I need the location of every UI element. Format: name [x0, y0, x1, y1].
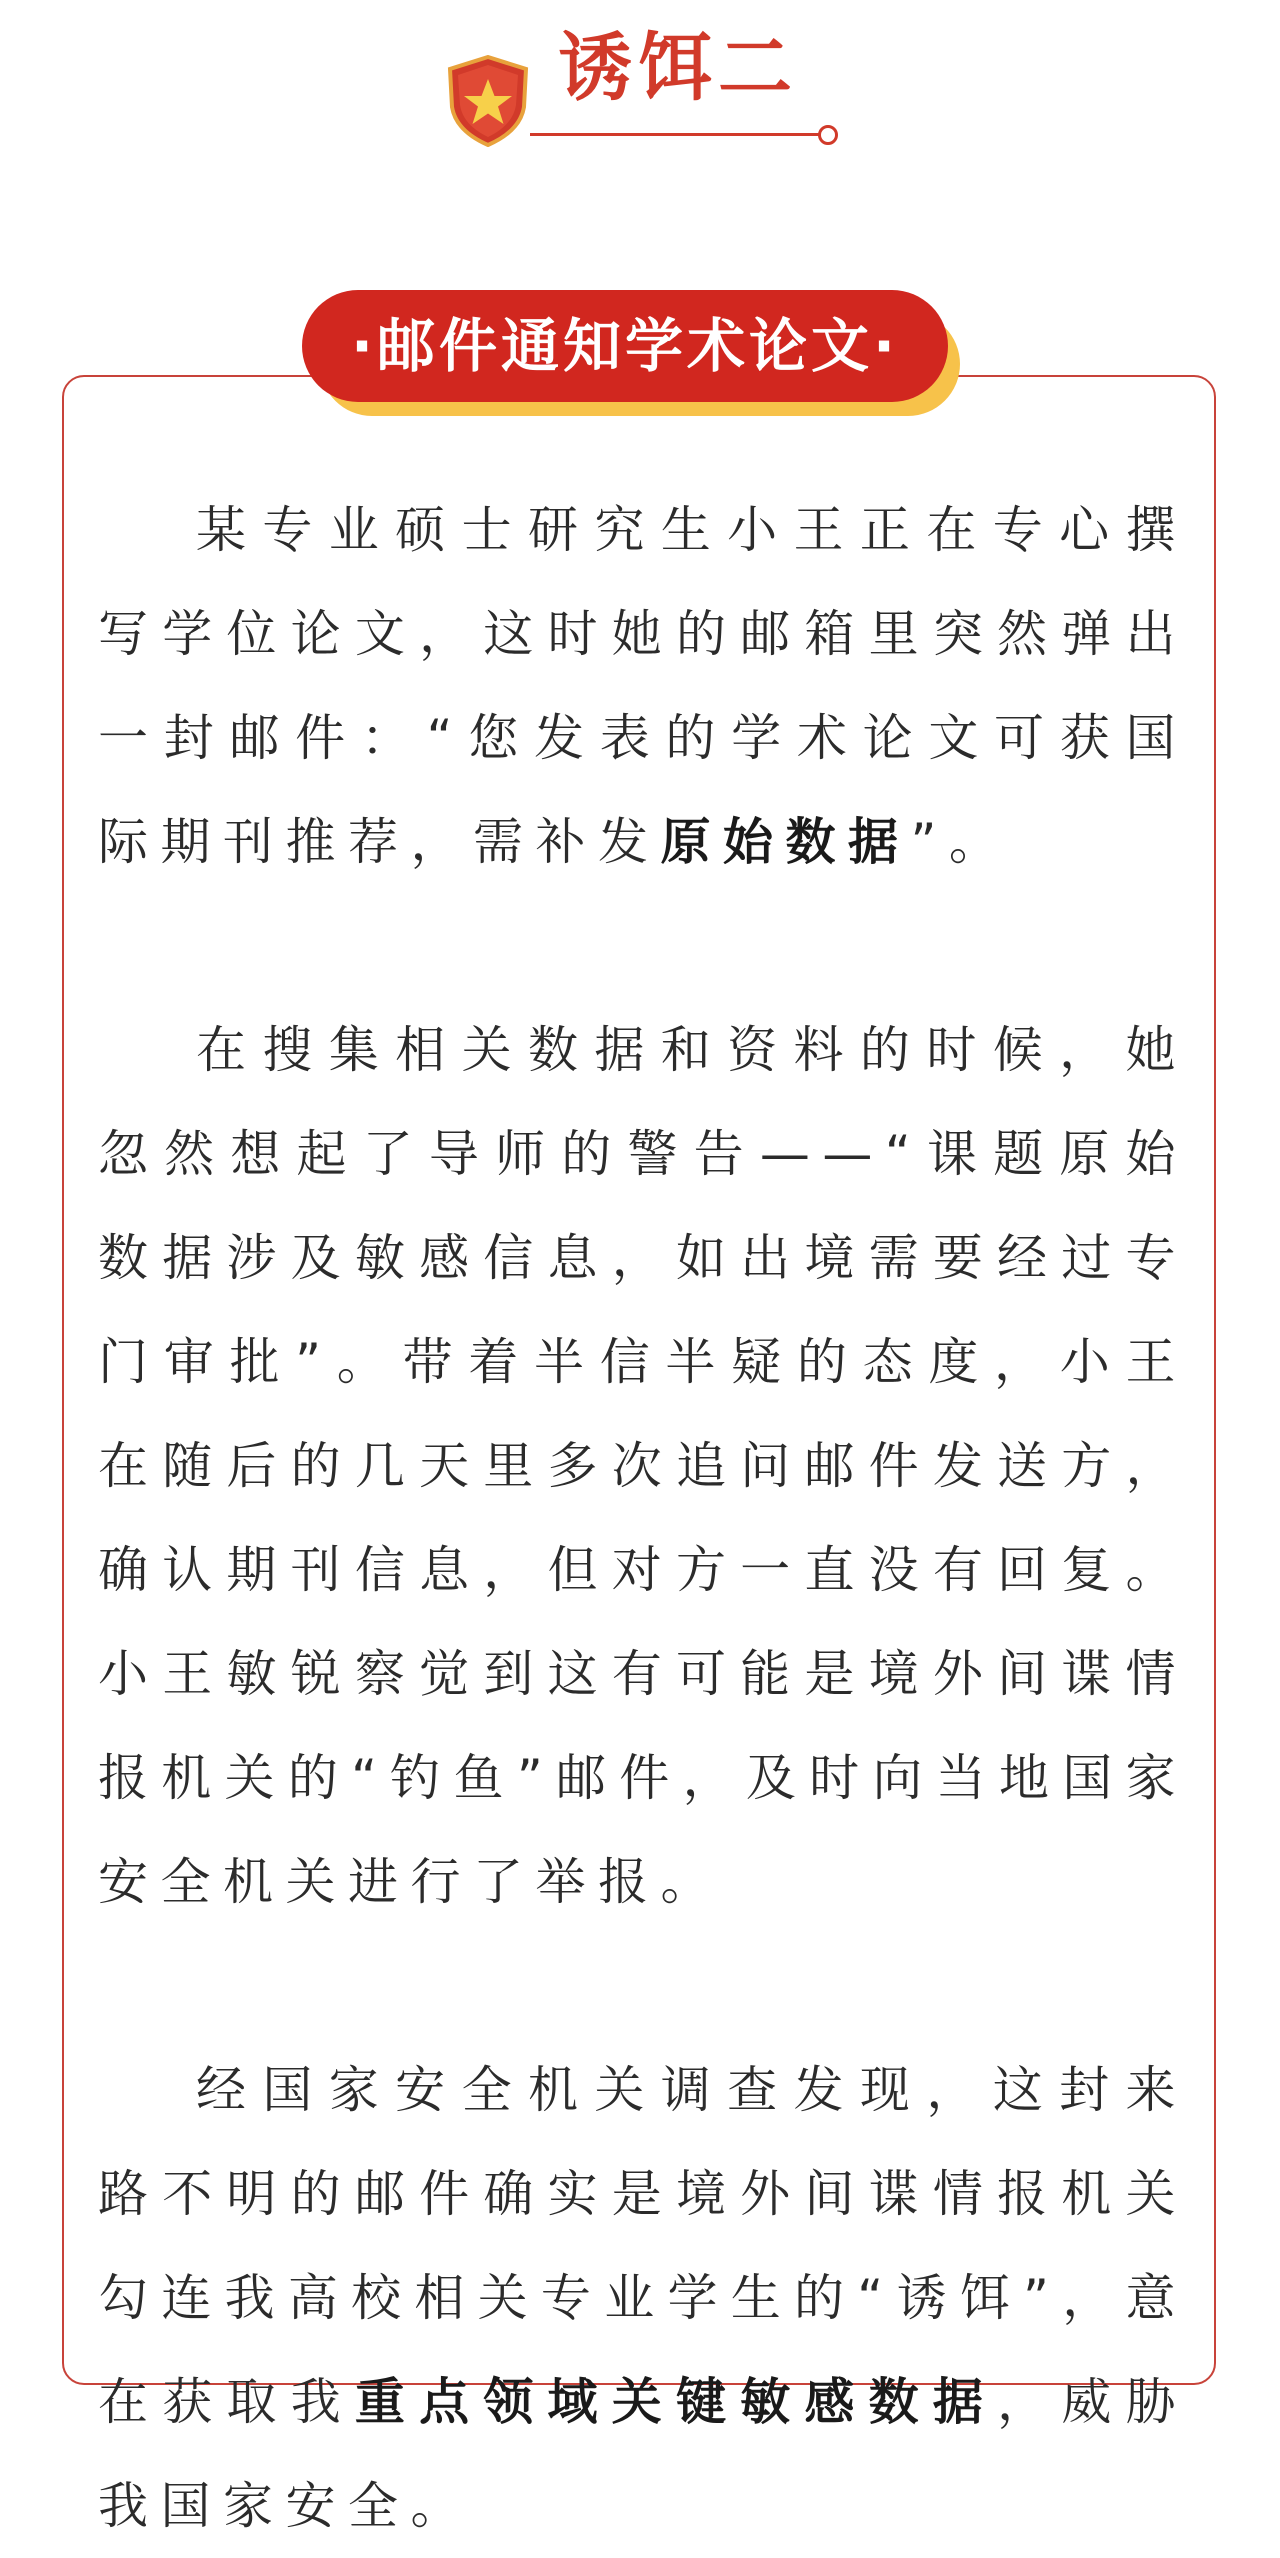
paragraph-3 [98, 2038, 1188, 2558]
paragraph-3-text-b: ，威胁我国家安全。 [98, 2373, 1188, 2535]
paragraph-3-emphasis: 重点领域关键敏感数据 [354, 2373, 998, 2431]
paragraph-2 [98, 998, 1188, 1934]
paragraph-1-text-a: 某专业硕士研究生小王正在专心撰写学位论文，这时她的邮箱里突然弹出一封邮件：“您发表的学术论文可获国际期刊推荐，需补发 [98, 501, 1188, 871]
paragraph-3-text-a: 经国家安全机关调查发现，这封来路不明的邮件确实是境外间谍情报机关勾连我高校相关专业学生的“诱饵”，意在获取我 [98, 2061, 1188, 2431]
paragraph-1-text-b: ”。 [910, 813, 1012, 871]
card-tag: ·邮件通知学术论文· [302, 290, 948, 402]
paragraph-1 [98, 478, 1188, 894]
title-underline [530, 133, 820, 136]
paragraph-2-text: 在搜集相关数据和资料的时候，她忽然想起了导师的警告——“课题原始数据涉及敏感信息，如出境需要经过专门审批”。带着半信半疑的态度，小王在随后的几天里多次追问邮件发送方，确认期刊信息，但对方一直没有回复。小王敏锐察觉到这有可能是境外间谍情报机关的“钓鱼”邮件，及时向当地国家安全机关进行了举报。 [98, 1021, 1188, 1911]
title-underline-dot [818, 125, 838, 145]
paragraph-1-emphasis: 原始数据 [660, 813, 911, 871]
card-body [98, 478, 1188, 2558]
section-title: 诱饵二 [558, 25, 798, 111]
star-shield-icon [446, 55, 530, 147]
section-header [0, 0, 1280, 180]
